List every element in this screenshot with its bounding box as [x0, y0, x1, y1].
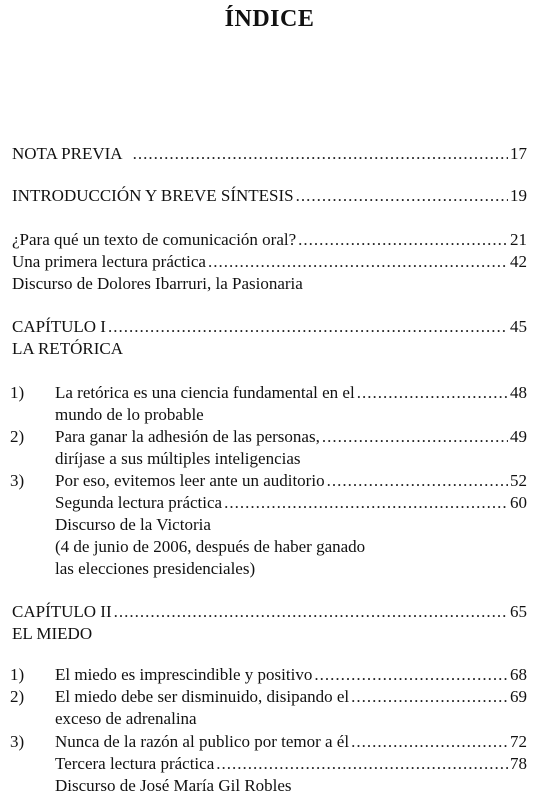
toc-entry[interactable]	[0, 753, 539, 775]
toc-entry-page: 72	[510, 732, 527, 751]
chapter-title	[0, 623, 539, 645]
leader-dots	[216, 753, 508, 775]
toc-entry-text: Nunca de la razón al publico por temor a él	[55, 732, 350, 751]
item-number: 1)	[10, 665, 25, 684]
toc-entry[interactable]	[0, 251, 539, 273]
item-number: 2)	[10, 687, 25, 706]
toc-entry-text: las elecciones presidenciales)	[55, 559, 256, 578]
toc-entry-page: 69	[510, 687, 527, 706]
toc-entry-continuation	[0, 273, 539, 295]
leader-dots	[327, 470, 508, 492]
leader-dots	[108, 316, 508, 338]
toc-entry-page: 68	[510, 665, 527, 684]
toc-entry-page: 19	[510, 186, 527, 205]
toc-entry-text: Una primera lectura práctica	[12, 252, 206, 271]
toc-entry-continuation	[0, 536, 539, 558]
toc-entry[interactable]	[0, 143, 539, 165]
leader-dots	[314, 664, 508, 686]
toc-entry-text: El miedo debe ser disminuido, disipando el	[55, 687, 350, 706]
chapter-heading[interactable]	[0, 316, 539, 338]
toc-entry-text: exceso de adrenalina	[55, 709, 197, 728]
chapter-heading[interactable]	[0, 601, 539, 623]
toc-entry-text: Por eso, evitemos leer ante un auditorio	[55, 471, 325, 490]
item-number: 2)	[10, 427, 25, 446]
toc-entry-continuation	[0, 448, 539, 470]
toc-entry[interactable]	[0, 492, 539, 514]
item-number: 3)	[10, 732, 25, 751]
toc-entry-continuation	[0, 708, 539, 730]
leader-dots	[357, 382, 508, 404]
item-number: 1)	[10, 383, 25, 402]
toc-entry-text: CAPÍTULO II	[12, 602, 112, 621]
item-number: 3)	[10, 471, 25, 490]
leader-dots	[298, 229, 508, 251]
leader-dots	[351, 731, 508, 753]
toc-entry[interactable]	[0, 686, 539, 708]
leader-dots	[114, 601, 508, 623]
toc-entry[interactable]	[0, 426, 539, 448]
toc-entry[interactable]	[0, 382, 539, 404]
leader-dots	[133, 143, 508, 165]
toc-entry-text: Discurso de la Victoria	[55, 515, 211, 534]
toc-entry[interactable]	[0, 470, 539, 492]
toc-entry-text: Segunda lectura práctica	[55, 493, 223, 512]
toc-entry-text: La retórica es una ciencia fundamental en el	[55, 383, 355, 402]
toc-entry-text: mundo de lo probable	[55, 405, 204, 424]
leader-dots	[208, 251, 508, 273]
toc-entry-text: CAPÍTULO I	[12, 317, 106, 336]
toc-entry-text: Discurso de José María Gil Robles	[55, 776, 292, 795]
toc-entry-page: 49	[510, 427, 527, 446]
toc-entry-continuation	[0, 404, 539, 426]
toc-entry-continuation	[0, 775, 539, 797]
toc-entry-page: 78	[510, 754, 527, 773]
toc-entry-text: Discurso de Dolores Ibarruri, la Pasionaria	[12, 274, 303, 293]
toc-entry[interactable]	[0, 185, 539, 207]
toc-entry-text: (4 de junio de 2006, después de haber ganado	[55, 537, 366, 556]
toc-entry-text: Tercera lectura práctica	[55, 754, 215, 773]
toc-entry-page: 42	[510, 252, 527, 271]
toc-entry-continuation	[0, 558, 539, 580]
toc-entry-page: 21	[510, 230, 527, 249]
toc-entry-text: LA RETÓRICA	[12, 339, 123, 358]
leader-dots	[296, 185, 508, 207]
toc-entry-page: 48	[510, 383, 527, 402]
chapter-title	[0, 338, 539, 360]
leader-dots	[322, 426, 508, 448]
toc-entry-text: NOTA PREVIA	[12, 144, 123, 163]
toc-entry[interactable]	[0, 229, 539, 251]
toc-entry-page: 60	[510, 493, 527, 512]
toc-entry-text: ¿Para qué un texto de comunicación oral?	[12, 230, 297, 249]
toc-entry-text: diríjase a sus múltiples inteligencias	[55, 449, 301, 468]
toc-entry-page: 45	[510, 317, 527, 336]
toc-entry-text: EL MIEDO	[12, 624, 93, 643]
toc-entry-page: 17	[510, 144, 527, 163]
toc-entry[interactable]	[0, 664, 539, 686]
toc-entry[interactable]	[0, 731, 539, 753]
leader-dots	[351, 686, 508, 708]
toc-entry-continuation	[0, 514, 539, 536]
page-title: ÍNDICE	[224, 6, 315, 32]
toc-entry-page: 65	[510, 602, 527, 621]
toc-entry-text: Para ganar la adhesión de las personas,	[55, 427, 320, 446]
toc-entry-text: INTRODUCCIÓN Y BREVE SÍNTESIS	[12, 186, 294, 205]
toc-entry-page: 52	[510, 471, 527, 490]
toc-entry-text: El miedo es imprescindible y positivo	[55, 665, 313, 684]
leader-dots	[224, 492, 508, 514]
